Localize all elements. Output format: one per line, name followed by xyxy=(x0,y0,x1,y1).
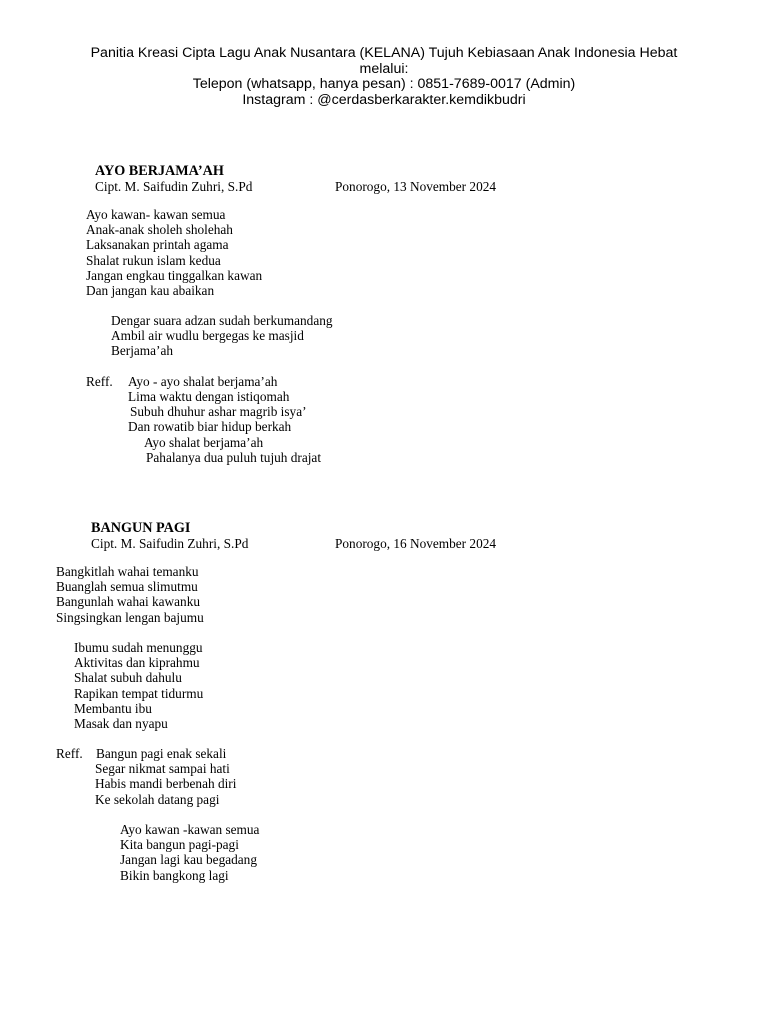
header-organizer-line: Panitia Kreasi Cipta Lagu Anak Nusantara (KELANA) Tujuh Kebiasaan Anak Indonesia Hebat xyxy=(90,45,678,61)
lyric-line: Ayo shalat berjama’ah xyxy=(144,435,264,450)
song1-reff-label: Reff. xyxy=(86,374,113,389)
lyric-line: Pahalanya dua puluh tujuh drajat xyxy=(146,450,322,465)
lyric-line: Kita bangun pagi-pagi xyxy=(120,837,239,853)
lyric-line: Rapikan tempat tidurmu xyxy=(74,685,204,701)
lyric-line: Ayo - ayo shalat berjama’ah xyxy=(128,374,278,389)
lyric-line: Bikin bangkong lagi xyxy=(120,867,229,883)
lyric-line: Lima waktu dengan istiqomah xyxy=(128,389,290,404)
lyric-line: Subuh dhuhur ashar magrib isya’ xyxy=(130,404,307,419)
song1-verse2 xyxy=(111,313,333,359)
song1-verse1 xyxy=(86,207,262,298)
lyric-line: Ke sekolah datang pagi xyxy=(95,792,220,807)
lyric-line: Berjama’ah xyxy=(111,343,174,359)
lyric-line: Buanglah semua slimutmu xyxy=(56,579,198,595)
lyric-line: Bangun pagi enak sekali xyxy=(96,746,227,761)
song2-composer: Cipt. M. Saifudin Zuhri, S.Pd xyxy=(91,536,249,551)
lyric-line: Jangan lagi kau begadang xyxy=(120,852,257,868)
lyric-line: Dengar suara adzan sudah berkumandang xyxy=(111,313,333,328)
document-header xyxy=(0,46,768,108)
lyric-line: Singsingkan lengan bajumu xyxy=(56,609,204,625)
lyric-line: Ibumu sudah menunggu xyxy=(74,640,203,655)
lyric-line: Anak-anak sholeh sholehah xyxy=(86,222,233,238)
lyric-line: Ayo kawan -kawan semua xyxy=(120,822,260,837)
lyric-line: Bangkitlah wahai temanku xyxy=(56,564,199,579)
lyric-line: Shalat rukun islam kedua xyxy=(86,252,221,268)
lyric-line: Bangunlah wahai kawanku xyxy=(56,594,201,610)
song2-reff-label: Reff. xyxy=(56,746,83,761)
lyric-line: Segar nikmat sampai hati xyxy=(95,761,230,776)
lyric-line: Ayo kawan- kawan semua xyxy=(86,207,226,222)
lyric-line: Masak dan nyapu xyxy=(74,715,168,731)
lyric-line: Laksanakan printah agama xyxy=(86,237,229,253)
header-phone-line: Telepon (whatsapp, hanya pesan) : 0851-7689-0017 (Admin) xyxy=(192,76,576,92)
lyric-line: Membantu ibu xyxy=(74,700,152,716)
song2-place-date: Ponorogo, 16 November 2024 xyxy=(335,536,497,551)
lyric-line: Dan jangan kau abaikan xyxy=(86,282,215,298)
song2-verse2 xyxy=(74,640,203,731)
song1-composer: Cipt. M. Saifudin Zuhri, S.Pd xyxy=(95,179,253,194)
lyric-line: Aktivitas dan kiprahmu xyxy=(74,655,200,671)
song2-verse1 xyxy=(56,564,204,625)
header-via-line: melalui: xyxy=(359,60,409,77)
lyric-line: Habis mandi berbenah diri xyxy=(95,776,237,791)
header-instagram-line: Instagram : @cerdasberkarakter.kemdikbudri xyxy=(242,91,526,108)
lyric-line: Jangan engkau tinggalkan kawan xyxy=(86,267,263,283)
lyric-line: Ambil air wudlu bergegas ke masjid xyxy=(111,328,304,344)
lyric-line: Shalat subuh dahulu xyxy=(74,670,182,686)
song2-title: BANGUN PAGI xyxy=(91,520,191,536)
song1-title: AYO BERJAMA’AH xyxy=(95,163,224,179)
lyric-line: Dan rowatib biar hidup berkah xyxy=(128,419,292,434)
song1-place-date: Ponorogo, 13 November 2024 xyxy=(335,179,497,194)
song2-verse3 xyxy=(120,822,259,883)
